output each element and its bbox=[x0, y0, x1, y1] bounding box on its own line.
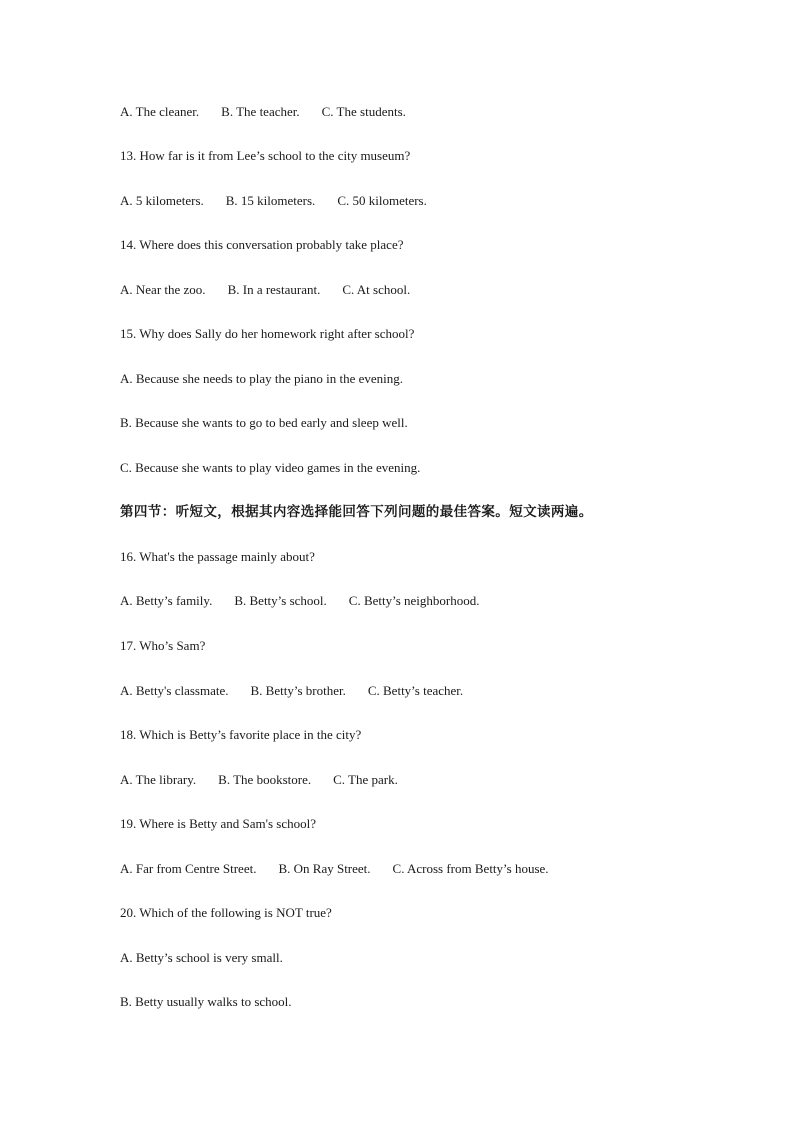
q12-option-a: A. The cleaner. bbox=[120, 104, 200, 119]
q13-option-c: C. 50 kilometers. bbox=[337, 193, 427, 208]
q13-option-a: A. 5 kilometers. bbox=[120, 193, 204, 208]
q19-option-c: C. Across from Betty’s house. bbox=[392, 861, 549, 876]
q14-option-a: A. Near the zoo. bbox=[120, 282, 206, 297]
q20-question: 20. Which of the following is NOT true? bbox=[120, 905, 332, 920]
q13-options bbox=[120, 193, 427, 209]
q16-option-b: B. Betty’s school. bbox=[234, 593, 327, 608]
q17-option-b: B. Betty’s brother. bbox=[250, 683, 346, 698]
q14-option-c: C. At school. bbox=[342, 282, 411, 297]
q15-option-a: A. Because she needs to play the piano in the evening. bbox=[120, 371, 404, 386]
section4-heading: 第四节：听短文，根据其内容选择能回答下列问题的最佳答案。短文读两遍。 bbox=[120, 504, 593, 520]
q19-option-a: A. Far from Centre Street. bbox=[120, 861, 257, 876]
q19-option-b: B. On Ray Street. bbox=[278, 861, 371, 876]
q17-options bbox=[120, 683, 463, 699]
q17-option-c: C. Betty’s teacher. bbox=[367, 683, 464, 698]
q12-option-b: B. The teacher. bbox=[221, 104, 300, 119]
q20-option-b: B. Betty usually walks to school. bbox=[120, 994, 292, 1009]
q14-question: 14. Where does this conversation probably take place? bbox=[120, 237, 404, 252]
q12-option-c: C. The students. bbox=[321, 104, 406, 119]
q18-options bbox=[120, 772, 398, 788]
q18-option-a: A. The library. bbox=[120, 772, 197, 787]
q15-question: 15. Why does Sally do her homework right after school? bbox=[120, 326, 415, 341]
q16-options bbox=[120, 593, 480, 609]
q14-options bbox=[120, 282, 410, 298]
q13-question: 13. How far is it from Lee’s school to the city museum? bbox=[120, 148, 411, 163]
q18-option-c: C. The park. bbox=[333, 772, 398, 787]
q13-option-b: B. 15 kilometers. bbox=[225, 193, 316, 208]
q14-option-b: B. In a restaurant. bbox=[227, 282, 321, 297]
q17-option-a: A. Betty's classmate. bbox=[120, 683, 229, 698]
q16-question: 16. What's the passage mainly about? bbox=[120, 549, 315, 564]
q16-option-c: C. Betty’s neighborhood. bbox=[348, 593, 480, 608]
q19-question: 19. Where is Betty and Sam's school? bbox=[120, 816, 316, 831]
q19-options bbox=[120, 861, 549, 877]
q18-option-b: B. The bookstore. bbox=[218, 772, 312, 787]
q18-question: 18. Which is Betty’s favorite place in the city? bbox=[120, 727, 362, 742]
q16-option-a: A. Betty’s family. bbox=[120, 593, 213, 608]
q17-question: 17. Who’s Sam? bbox=[120, 638, 206, 653]
q12-options bbox=[120, 104, 406, 120]
q20-option-a: A. Betty’s school is very small. bbox=[120, 950, 283, 965]
q15-option-c: C. Because she wants to play video games in the evening. bbox=[120, 460, 421, 475]
q15-option-b: B. Because she wants to go to bed early and sleep well. bbox=[120, 415, 408, 430]
